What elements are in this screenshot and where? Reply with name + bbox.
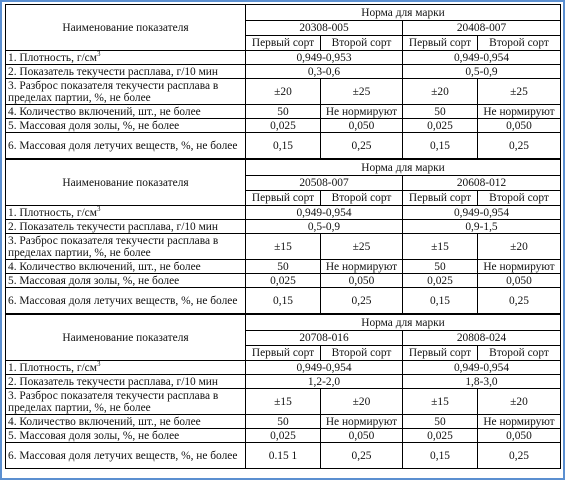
grade-label: Второй сорт [321, 36, 403, 51]
value-cell: 0,15 [403, 288, 478, 315]
value-cell: 0,25 [321, 288, 403, 315]
value-cell: Не нормируют [321, 260, 403, 274]
grade-label: Второй сорт [478, 346, 561, 361]
value-cell: 0,050 [478, 119, 561, 133]
value-cell: 0,15 [246, 288, 321, 315]
param-label: 3. Разброс показателя текучести расплава в пределах партии, %, не более [6, 79, 246, 105]
unit-superscript: 3 [96, 360, 101, 368]
param-density-text: 1. Плотность, г/см [8, 206, 97, 219]
value-cell: 0,050 [321, 119, 403, 133]
value-cell: 0,025 [403, 274, 478, 288]
table-row [6, 361, 561, 375]
grade-label: Первый сорт [403, 191, 478, 206]
value-cell: 0,025 [246, 119, 321, 133]
param-label [6, 361, 246, 375]
grade-label: Второй сорт [478, 191, 561, 206]
param-label: 2. Показатель текучести расплава, г/10 мин [6, 220, 246, 234]
value-cell: 0,050 [478, 429, 561, 443]
brand-name: 20708-016 [246, 331, 403, 346]
table-row [6, 443, 561, 469]
block-header-row [6, 5, 561, 21]
value-cell: 0,25 [478, 133, 561, 160]
table-row [6, 220, 561, 234]
value-cell: 0,949-0,954 [403, 361, 561, 375]
grade-label: Первый сорт [246, 191, 321, 206]
table-row [6, 133, 561, 160]
value-cell: ±20 [403, 79, 478, 105]
value-cell: 50 [403, 415, 478, 429]
param-label [6, 51, 246, 65]
value-cell: 0,3-0,6 [246, 65, 403, 79]
param-column-header: Наименование показателя [6, 5, 246, 51]
param-label: 2. Показатель текучести расплава, г/10 мин [6, 65, 246, 79]
value-cell: 0,5-0,9 [246, 220, 403, 234]
param-label: 3. Разброс показателя текучести расплава в пределах партии, %, не более [6, 389, 246, 415]
value-cell: 0,025 [246, 274, 321, 288]
param-density-text: 1. Плотность, г/см [8, 361, 97, 374]
value-cell: 0.15 1 [246, 443, 321, 469]
value-cell: 1,2-2,0 [246, 375, 403, 389]
grade-label: Первый сорт [246, 36, 321, 51]
table-row [6, 119, 561, 133]
param-density-text: 1. Плотность, г/см [8, 51, 97, 64]
value-cell: 0,050 [478, 274, 561, 288]
value-cell: 0,949-0,954 [403, 206, 561, 220]
value-cell: ±20 [478, 234, 561, 260]
value-cell: 0,15 [403, 133, 478, 160]
spec-table-container [5, 4, 560, 469]
value-cell: ±25 [321, 79, 403, 105]
table-row [6, 429, 561, 443]
param-label: 5. Массовая доля золы, %, не более [6, 429, 246, 443]
table-row [6, 105, 561, 119]
value-cell: ±25 [478, 79, 561, 105]
value-cell: 0,949-0,954 [403, 51, 561, 65]
value-cell: 0,15 [403, 443, 478, 469]
value-cell: 0,15 [246, 133, 321, 160]
param-column-header: Наименование показателя [6, 314, 246, 361]
block-header-row [6, 159, 561, 176]
brand-name: 20408-007 [403, 21, 561, 36]
brand-name: 20308-005 [246, 21, 403, 36]
value-cell: 0,5-0,9 [403, 65, 561, 79]
table-row [6, 389, 561, 415]
table-row [6, 288, 561, 315]
value-cell: Не нормируют [478, 105, 561, 119]
brand-name: 20508-007 [246, 176, 403, 191]
value-cell: ±20 [478, 389, 561, 415]
norm-header: Норма для марки [246, 159, 561, 176]
param-label [6, 206, 246, 220]
brand-name: 20808-024 [403, 331, 561, 346]
value-cell: 50 [403, 105, 478, 119]
unit-superscript: 3 [96, 205, 101, 213]
table-row [6, 234, 561, 260]
value-cell: 0,050 [321, 429, 403, 443]
grade-label: Второй сорт [478, 36, 561, 51]
value-cell: 1,8-3,0 [403, 375, 561, 389]
unit-superscript: 3 [96, 50, 101, 58]
value-cell: 0,949-0,954 [246, 361, 403, 375]
param-label: 6. Массовая доля летучих веществ, %, не более [6, 443, 246, 469]
value-cell: 0,025 [246, 429, 321, 443]
param-label: 4. Количество включений, шт., не более [6, 105, 246, 119]
param-label: 4. Количество включений, шт., не более [6, 415, 246, 429]
value-cell: ±20 [321, 389, 403, 415]
value-cell: 0,9-1,5 [403, 220, 561, 234]
value-cell: 0,25 [478, 288, 561, 315]
param-label: 2. Показатель текучести расплава, г/10 мин [6, 375, 246, 389]
value-cell: ±25 [321, 234, 403, 260]
table-row [6, 375, 561, 389]
value-cell: Не нормируют [321, 105, 403, 119]
table-row [6, 206, 561, 220]
value-cell: 50 [403, 260, 478, 274]
table-row [6, 274, 561, 288]
value-cell: 50 [246, 260, 321, 274]
param-label: 5. Массовая доля золы, %, не более [6, 119, 246, 133]
norm-header: Норма для марки [246, 314, 561, 331]
table-row [6, 79, 561, 105]
norm-header: Норма для марки [246, 5, 561, 21]
value-cell: ±15 [403, 389, 478, 415]
table-row [6, 51, 561, 65]
table-row [6, 65, 561, 79]
value-cell: 50 [246, 415, 321, 429]
value-cell: 0,949-0,953 [246, 51, 403, 65]
grade-label: Второй сорт [321, 346, 403, 361]
value-cell: 0,025 [403, 119, 478, 133]
value-cell: 0,25 [321, 133, 403, 160]
value-cell: ±15 [403, 234, 478, 260]
param-label: 6. Массовая доля летучих веществ, %, не более [6, 133, 246, 160]
block-header-row [6, 314, 561, 331]
value-cell: 0,050 [321, 274, 403, 288]
param-column-header: Наименование показателя [6, 159, 246, 206]
value-cell: ±20 [246, 79, 321, 105]
spec-table [5, 4, 561, 469]
grade-label: Второй сорт [321, 191, 403, 206]
value-cell: 0,25 [478, 443, 561, 469]
value-cell: Не нормируют [321, 415, 403, 429]
table-row [6, 260, 561, 274]
param-label: 4. Количество включений, шт., не более [6, 260, 246, 274]
value-cell: ±15 [246, 389, 321, 415]
grade-label: Первый сорт [246, 346, 321, 361]
param-label: 3. Разброс показателя текучести расплава в пределах партии, %, не более [6, 234, 246, 260]
grade-label: Первый сорт [403, 36, 478, 51]
param-label: 6. Массовая доля летучих веществ, %, не более [6, 288, 246, 315]
value-cell: 0,025 [403, 429, 478, 443]
value-cell: Не нормируют [478, 260, 561, 274]
value-cell: ±15 [246, 234, 321, 260]
brand-name: 20608-012 [403, 176, 561, 191]
value-cell: Не нормируют [478, 415, 561, 429]
param-label: 5. Массовая доля золы, %, не более [6, 274, 246, 288]
grade-label: Первый сорт [403, 346, 478, 361]
value-cell: 0,25 [321, 443, 403, 469]
value-cell: 0,949-0,954 [246, 206, 403, 220]
value-cell: 50 [246, 105, 321, 119]
table-row [6, 415, 561, 429]
